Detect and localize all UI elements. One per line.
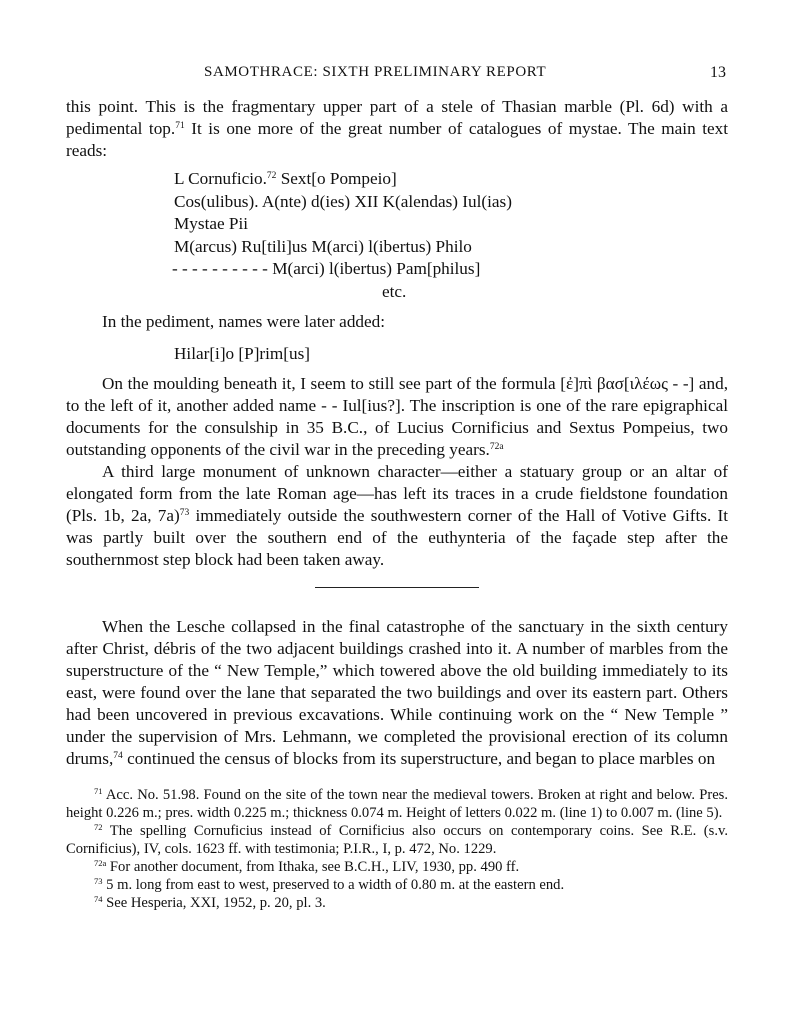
footnote — [66, 894, 728, 912]
footnote-mark: 72a — [94, 858, 107, 868]
footnotes — [66, 786, 728, 912]
running-header — [66, 60, 728, 86]
footnote-text: 5 m. long from east to west, preserved to a width of 0.80 m. at the eastern end. — [102, 877, 565, 893]
footnote-ref: 72 — [266, 171, 277, 181]
inscription-line: Mystae Pii — [174, 214, 249, 233]
footnote-text: For another document, from Ithaka, see B.C.H., LIV, 1930, pp. 490 ff. — [106, 859, 520, 875]
footnote — [66, 786, 728, 822]
footnote — [66, 822, 728, 858]
paragraph-text: this point. This is the fragmentary upper part of a stele of Thasian marble (Pl. 6d) with a pedimental top. — [66, 97, 728, 138]
footnote-ref: 72a — [489, 442, 504, 452]
paragraph-text: When the Lesche collapsed in the final catastrophe of the sanctuary in the sixth century after Christ, débris of the two adjacent buildings crashed into it. A number of marbles from the superstructure of the “ New Temple,” which towered above the old building immediately to its east, were found over the lane that separated the two buildings and over its eastern part. Others had been uncovered in previous excavations. While continuing work on the “ New Temple ” under the supervision of Mrs. Lehmann, we completed the provisional erection of its column drums, — [66, 617, 728, 768]
footnote-text: The spelling Cornuficius instead of Cornificius also occurs on contemporary coins. See R.E. (s.v. Cornificius), IV, cols. 1623 ff. with testimonia; P.I.R., I, p. 472, No. 1229. — [66, 823, 728, 857]
inscription-text: L Cornuficio. — [174, 169, 267, 188]
main-inscription — [174, 168, 728, 303]
paragraph-text: It is one more of the great number of catalogues of mystae. The main text reads: — [66, 119, 728, 160]
footnote-ref: 74 — [113, 751, 123, 761]
footnote-mark: 74 — [94, 894, 103, 904]
paragraph-formula — [66, 373, 728, 461]
footnote-text: Acc. No. 51.98. Found on the site of the town near the medieval towers. Broken at right and below. Pres. height 0.226 m.; pres. width 0.225 m.; thickness 0.074 m. Height of letters 0.022 m. (line 1) to 0.007 m. (line 5). — [66, 787, 728, 821]
footnote-ref: 71 — [175, 121, 185, 131]
footnote-text: See Hesperia, XXI, 1952, p. 20, pl. 3. — [102, 895, 326, 911]
footnote — [66, 858, 728, 876]
page — [66, 60, 728, 912]
inscription-line: - - - - - - - - - - M(arci) l(ibertus) Pam[philus] — [172, 259, 481, 278]
paragraph-text: immediately outside the southwestern corner of the Hall of Votive Gifts. It was partly built over the southern end of the euthynteria of the façade step after the southernmost step block had been taken away. — [66, 506, 728, 569]
paragraph-lesche — [66, 616, 728, 770]
paragraph-stele — [66, 96, 728, 162]
paragraph-monument — [66, 461, 728, 571]
footnote-ref: 73 — [179, 508, 190, 518]
section-divider — [315, 587, 479, 588]
footnote — [66, 876, 728, 894]
paragraph-text: On the moulding beneath it, I seem to still see part of the formula [ἐ]πὶ βασ[ιλέως - -] and, to the left of it, another added name - - Iul[ius?]. The inscription is one of the rare epigraphical documents for the consulship in 35 B.C., of Lucius Cornificius and Sextus Pompeius, two outstanding opponents of the civil war in the preceding years. — [66, 374, 728, 459]
pediment-inscription: Hilar[i]o [P]rim[us] — [174, 344, 311, 363]
inscription-line — [174, 168, 728, 191]
inscription-text: Sext[o Pompeio] — [276, 169, 397, 188]
paragraph-pediment: In the pediment, names were later added: — [102, 312, 385, 331]
page-number: 13 — [710, 64, 726, 81]
footnote-mark: 72 — [94, 822, 103, 832]
running-title: SAMOTHRACE: SIXTH PRELIMINARY REPORT — [204, 64, 547, 80]
paragraph-text: continued the census of blocks from its superstructure, and began to place marbles on — [122, 749, 716, 768]
paragraph-text: A third large monument of unknown character—either a statuary group or an altar of elongated form from the late Roman age—has left its traces in a crude fieldstone foundation (Pls. 1b, 2a, 7a) — [66, 462, 728, 525]
inscription-line: etc. — [382, 281, 407, 301]
inscription-line: Cos(ulibus). A(nte) d(ies) XII K(alendas) Iul(ias) — [174, 191, 512, 211]
footnote-mark: 73 — [94, 876, 103, 886]
main-text — [66, 96, 728, 912]
footnote-mark: 71 — [94, 786, 103, 796]
inscription-line: M(arcus) Ru[tili]us M(arci) l(ibertus) Philo — [174, 236, 472, 256]
